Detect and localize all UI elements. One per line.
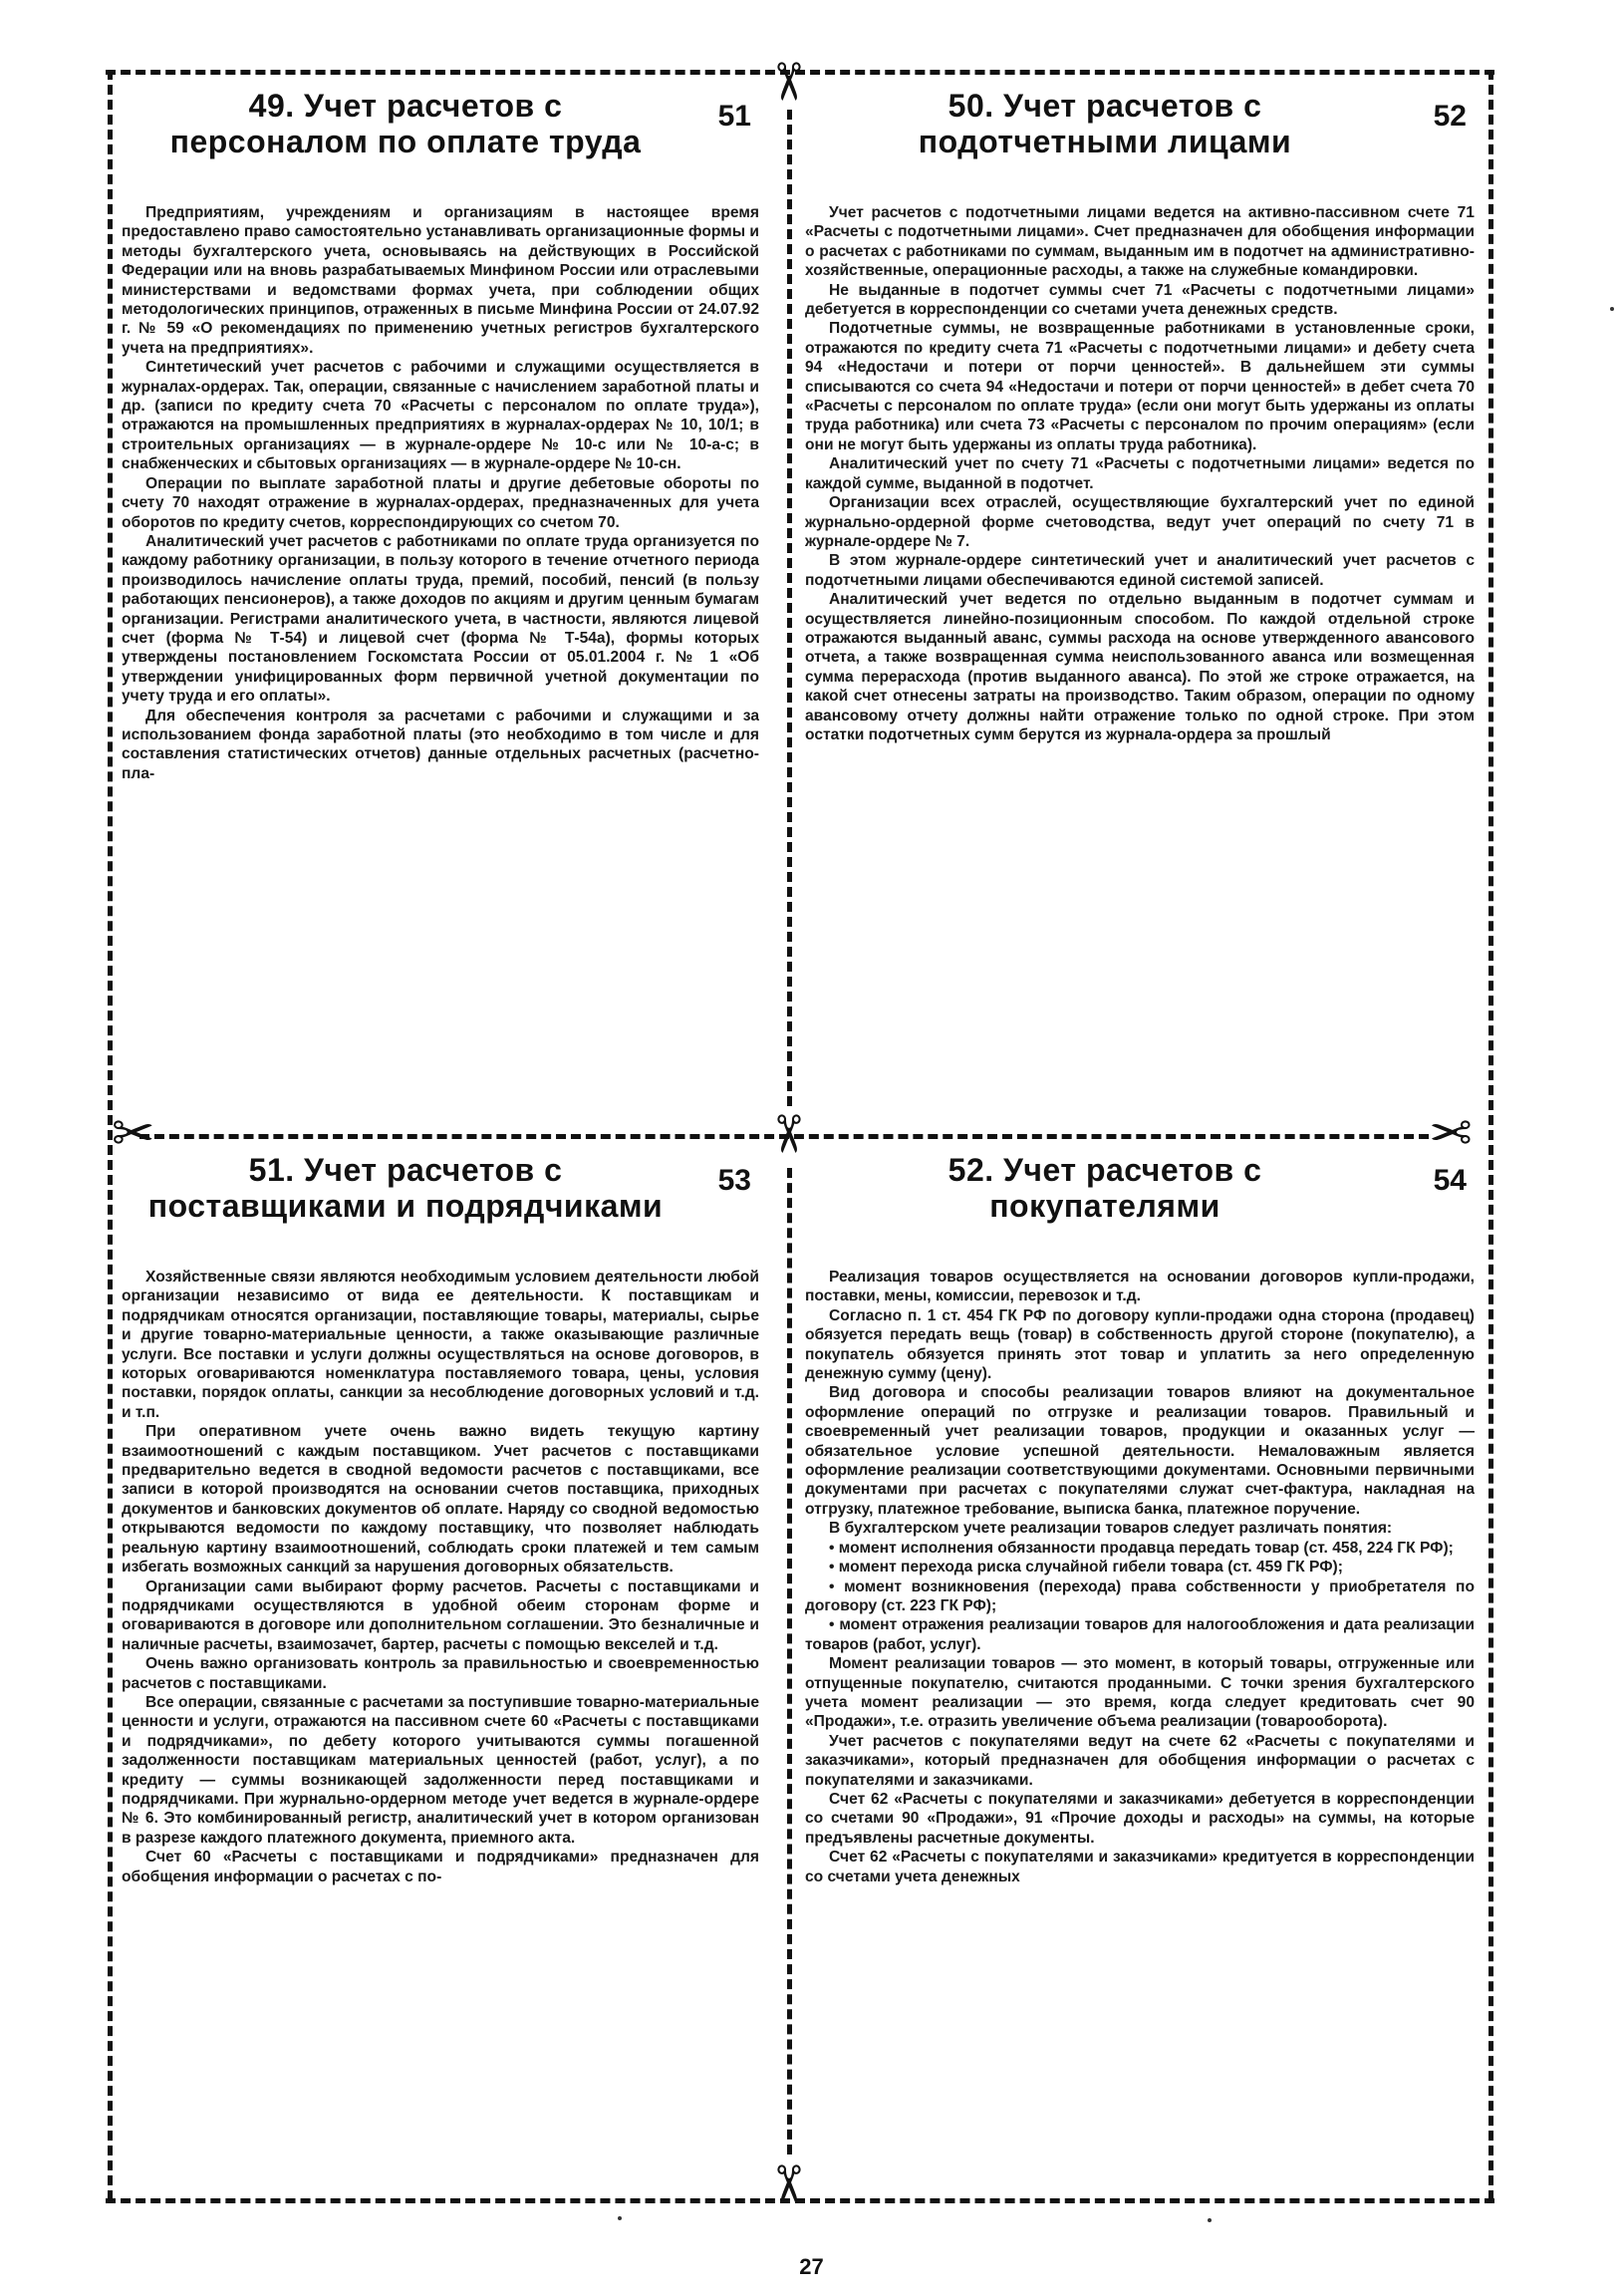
paragraph: Подотчетные суммы, не возвращенные работниками в установленные сроки, отражаются по кредиту счета 71 «Расчеты с подотчетными лицами» и дебету счета 94 «Недостачи и потери от порчи ценностей». В дальнейшем эти суммы списываются со счета 94 «Недостачи и потери от порчи ценностей» в дебет счета 70 «Расчеты с персоналом по оплате труда» (если они могут быть удержаны из оплаты труда работника) или счета 73 «Расчеты с персоналом по прочим операциям» (если они не могут быть удержаны из оплаты труда работника). [805, 320, 1475, 453]
card-text [805, 203, 1475, 744]
paragraph: Аналитический учет по счету 71 «Расчеты с подотчетными лицами» ведется по каждой сумме, выданной в подотчет. [805, 455, 1475, 492]
card-52 [805, 1150, 1475, 2186]
paragraph: • момент возникновения (перехода) права собственности у приобретателя по договору (ст. 223 ГК РФ); [805, 1578, 1475, 1614]
scissors-icon: ✂ [756, 1112, 817, 1156]
paragraph: Аналитический учет ведется по отдельно выданным в подотчет суммам и осуществляется линейно-позиционным способом. По каждой отдельной строке отражаются выданный аванс, суммы расхода на основе утвержденного авансового отчета, а также возвращенная сумма неиспользованного аванса или возмещенная сумма перерасхода (против выданного аванса). По этой же строке отражается, на какой счет отнесены затраты на производство. Таким образом, операции по одному авансовому отчету должны найти отражение только по одной строке. При этом остатки подотчетных сумм берутся из журнала-ордера за прошлый [805, 591, 1475, 743]
card-title-line: персоналом по оплате труда [169, 124, 642, 159]
paragraph: Аналитический учет расчетов с работниками по оплате труда организуется по каждому работнику организации, в пользу которого в течение отчетного периода производилось начисление оплаты труда, премий, пособий, пенсий (в пользу работающих пенсионеров), а также доходов по акциям и другим ценным бумагам организации. Регистрами аналитического учета, в частности, являются лицевой счет (форма № Т-54) и лицевой счет (форма № Т-54а), формы которых утверждены постановлением Госкомстата России от 05.01.2004 г. № 1 «Об утверждении унифицированных форм первичной учетной документации по учету труда и его оплаты». [122, 532, 759, 706]
paragraph: В этом журнале-ордере синтетический учет и аналитический учет расчетов с подотчетными лицами обеспечиваются единой системой записей. [805, 552, 1475, 589]
paragraph: Реализация товаров осуществляется на основании договоров купли-продажи, поставки, мены, комиссии, перевозок и т.д. [805, 1269, 1475, 1305]
paragraph: Хозяйственные связи являются необходимым условием деятельности любой организации независимо от вида ее деятельности. К поставщикам и подрядчикам относятся организации, поставляющие товары, материалы, сырье и другие товарно-материальные ценности, а также оказывающие различные услуги. Все поставки и услуги должны осуществляться на основе договоров, в которых оговариваются номенклатура поставляемого товара, цены, условия поставки, порядок оплаты, санкции за несоблюдение договорных условий и т.д. и т.п. [122, 1269, 759, 1421]
paragraph: • момент перехода риска случайной гибели товара (ст. 459 ГК РФ); [829, 1559, 1343, 1577]
scissors-icon: ✂ [1429, 1104, 1473, 1164]
paragraph: Организации сами выбирают форму расчетов. Расчеты с поставщиками и подрядчиками осуществляются в удобной обеим сторонам форме и оговариваются в договоре или дополнительном соглашении. Это безналичные и наличные расчеты, взаимозачет, бартер, расчеты с помощью векселей и т.д. [122, 1578, 759, 1653]
cut-line-center-lower [787, 1168, 792, 2154]
card-title [122, 88, 689, 159]
paragraph: Не выданные в подотчет суммы счет 71 «Расчеты с подотчетными лицами» дебетуется в корреспонденции со счетами учета денежных средств. [805, 281, 1475, 319]
scissors-icon: ✂ [756, 60, 817, 104]
card-number: 51 [717, 100, 751, 133]
paragraph: Операции по выплате заработной платы и другие дебетовые обороты по счету 70 находят отражение в журналах-ордерах, предназначенных для учета оборотов по кредиту счетов, корреспондирующих со счетом 70. [122, 474, 759, 531]
card-50 [805, 86, 1475, 1120]
paragraph: • момент отражения реализации товаров для налогообложения и дата реализации товаров (работ, услуг). [805, 1616, 1475, 1653]
cut-line-right [1488, 70, 1493, 2200]
scan-speck [618, 2216, 622, 2220]
paragraph: Синтетический учет расчетов с рабочими и служащими осуществляется в журналах-ордерах. Так, операции, связанные с начислением заработной платы и др. (записи по кредиту счета 70 «Расчеты с персоналом по оплате труда»), отражаются на промышленных предприятиях в журналах-ордерах № 10, 10/1; в строительных организациях — в журнале-ордере № 10-с или № 10-а-с; в снабженческих и сбытовых организациях — в журнале-ордере № 10-сн. [122, 359, 759, 473]
card-title-line: покупателями [989, 1188, 1220, 1224]
page-number: 27 [799, 2254, 824, 2279]
card-text [805, 1268, 1475, 1886]
paragraph: • момент исполнения обязанности продавца передать товар (ст. 458, 224 ГК РФ); [829, 1539, 1454, 1557]
paragraph: Согласно п. 1 ст. 454 ГК РФ по договору купли-продажи одна сторона (продавец) обязуется передать вещь (товар) в собственность другой стороне (покупателю), а покупатель обязуется принять этот товар и уплатить за него определенную денежную сумму (цену). [805, 1306, 1475, 1383]
card-header [122, 86, 759, 203]
card-title [122, 1152, 689, 1224]
card-title-line: подотчетными лицами [918, 124, 1292, 159]
paragraph: Все операции, связанные с расчетами за поступившие товарно-материальные ценности и услуги, отражаются на пассивном счете 60 «Расчеты с поставщиками и подрядчиками», по дебету которого учитываются суммы погашенной задолженности поставщикам материальных ценностей (работ, услуг), а по кредиту — суммы возникающей задолженности перед поставщиками и подрядчиками. При журнально-ордерном методе учет ведется в журнале-ордере № 6. Это комбинированный регистр, аналитический учет в котором организован в разрезе каждого платежного документа, приемного акта. [122, 1693, 759, 1847]
card-title-line: 52. Учет расчетов с [947, 1152, 1262, 1188]
paragraph: При оперативном учете очень важно видеть текущую картину взаимоотношений с каждым поставщиком. Учет расчетов с поставщиками предварительно ведется в сводной ведомости расчетов с поставщиками, все записи в которой производятся на основании счетов поставщика, приходных документов и банковских документов об оплате. Наряду со сводной ведомостью открываются ведомости по каждому поставщику, что позволяет наблюдать реальную картину взаимоотношений, соблюдать сроки платежей и тем самым избегать возможных санкций за нарушения договорных обязательств. [122, 1423, 759, 1577]
paragraph: Для обеспечения контроля за расчетами с рабочими и служащими и за использованием фонда заработной платы (это необходимо в том числе и для составления статистических отчетов) данные отдельных расчетных (расчетно-пла- [122, 707, 759, 782]
paragraph: Организации всех отраслей, осуществляющие бухгалтерский учет по единой журнально-ордерной форме счетоводства, ведут учет операций по счету 71 в журнале-ордере № 7. [805, 494, 1475, 550]
card-title-line: 49. Учет расчетов с [248, 88, 563, 124]
card-header [805, 1150, 1475, 1268]
card-title-line: поставщиками и подрядчиками [147, 1188, 664, 1224]
card-51 [122, 1150, 759, 2186]
paragraph: Счет 62 «Расчеты с покупателями и заказчиками» дебетуется в корреспонденции со счетами 90 «Продажи», 91 «Прочие доходы и расходы» на суммы, на которые предъявлены расчетные документы. [805, 1790, 1475, 1847]
card-number: 52 [1433, 100, 1467, 133]
cut-line-center-upper [787, 110, 792, 1106]
paragraph: Счет 62 «Расчеты с покупателями и заказчиками» кредитуется в корреспонденции со счетами учета денежных [805, 1849, 1475, 1885]
paragraph: В бухгалтерском учете реализации товаров следует различать понятия: [829, 1520, 1393, 1538]
paragraph: Очень важно организовать контроль за правильностью и своевременностью расчетов с поставщиками. [122, 1655, 759, 1692]
scan-speck [1208, 2218, 1212, 2222]
paragraph: Учет расчетов с покупателями ведут на счете 62 «Расчеты с покупателями и заказчиками», который предназначен для обобщения информации о расчетах с покупателями и заказчиками. [805, 1732, 1475, 1789]
card-title [805, 88, 1405, 159]
card-header [122, 1150, 759, 1268]
card-title [805, 1152, 1405, 1224]
paragraph: Предприятиям, учреждениям и организациям в настоящее время предоставлено право самостоятельно устанавливать организационные формы и методы бухгалтерского учета, основываясь на действующих в Российской Федерации или на вновь разрабатываемых Минфином России или отраслевыми министерствами и ведомствами формах учета, при соблюдении общих методологических принципов, отраженных в письме Минфина России от 24.07.92 г. № 59 «О рекомендациях по применению учетных регистров бухгалтерского учета на предприятиях». [122, 204, 759, 357]
paragraph: Момент реализации товаров — это момент, в который товары, отгруженные или отпущенные покупателю, считаются проданными. С точки зрения бухгалтерского учета момент реализации — это время, когда следует кредитовать счет 90 «Продажи», т.е. отразить увеличение объема реализации (товарооборота). [805, 1655, 1475, 1731]
card-header [805, 86, 1475, 203]
scan-speck [1610, 307, 1614, 311]
card-number: 53 [717, 1164, 751, 1197]
scissors-icon: ✂ [756, 2162, 817, 2206]
paragraph: Вид договора и способы реализации товаров влияют на документальное оформление операций по отгрузке и реализации товаров. Правильный и своевременный учет реализации товаров, продукции и оказанных услуг — обязательное условие успешной деятельности. Немаловажным является оформление реализации соответствующими документами. Основными первичными документами при расчетах с покупателями служат счет-фактура, накладная на отгрузку, платежное требование, выписка банка, платежное поручение. [805, 1384, 1475, 1518]
paragraph: Учет расчетов с подотчетными лицами ведется на активно-пассивном счете 71 «Расчеты с подотчетными лицами». Счет предназначен для обобщения информации о расчетах с работниками по суммам, выданным им в подотчет на административно-хозяйственные, операционные расходы, а также на служебные командировки. [805, 204, 1475, 280]
card-text [122, 203, 759, 783]
card-title-line: 51. Учет расчетов с [248, 1152, 563, 1188]
card-title-line: 50. Учет расчетов с [947, 88, 1262, 124]
card-number: 54 [1433, 1164, 1467, 1197]
card-text [122, 1268, 759, 1886]
scissors-icon: ✂ [112, 1104, 155, 1164]
paragraph: Счет 60 «Расчеты с поставщиками и подрядчиками» предназначен для обобщения информации о расчетах с по- [122, 1849, 759, 1885]
card-49 [122, 86, 759, 1120]
